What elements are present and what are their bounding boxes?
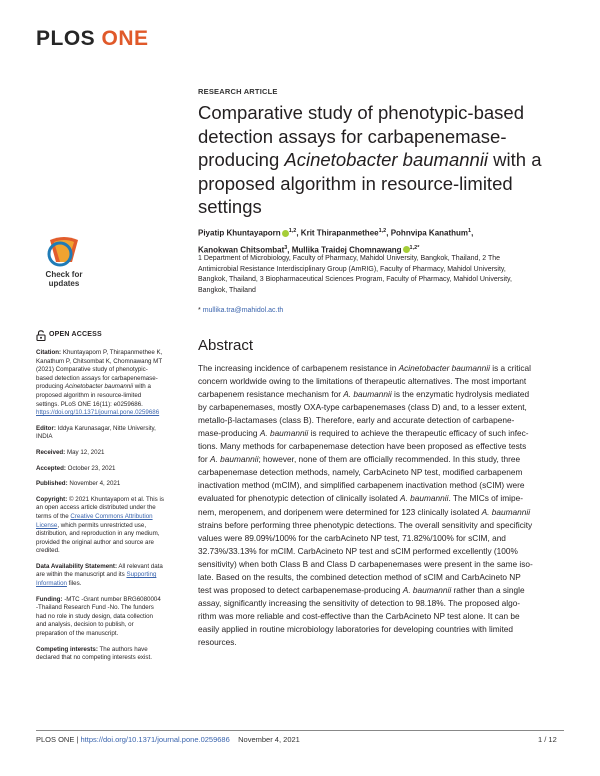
abstract-species: A. baumannii: [400, 493, 449, 504]
data-availability-text: files.: [66, 580, 82, 588]
abstract-text: rithm was more reliable and cost-effective than the CarbAcineto NP test alone. It can be: [198, 610, 520, 621]
abstract-species: Acinetobacter baumannii: [398, 363, 490, 373]
title-line: with a: [488, 149, 542, 170]
published-block: [36, 480, 164, 489]
license-link[interactable]: Creative Commons Attribution License: [36, 512, 153, 529]
data-availability-text: All relevant data are within the manuscript and its: [36, 562, 163, 579]
affiliations: [198, 254, 566, 296]
badge-line2: updates: [48, 279, 80, 288]
footer-doi-link[interactable]: https://doi.org/10.1371/journal.pone.0259686: [80, 735, 230, 744]
abstract-text: nem, meropenem, and doripenem were determined for 123 clinically isolated: [198, 506, 482, 517]
abstract-text: easily applied in routine microbiology laboratories for developing countries with limited: [198, 623, 513, 634]
affiliation-line: Bangkok, Thailand, 3 Biopharmaceutical Sciences Program, Faculty of Pharmacy, Mahidol University,: [198, 276, 512, 284]
abstract-text: by carbapenemases, mostly OXA-type carbapenemases (class D) and, to a lesser extent,: [198, 402, 527, 413]
abstract-text: test was proposed to detect carbapenemase-producing: [198, 584, 403, 595]
title-line: producing: [198, 149, 285, 170]
abstract-text: The increasing incidence of carbapenem resistance in: [198, 363, 399, 373]
funding-block: [36, 596, 164, 639]
abstract-text: for: [198, 454, 210, 465]
abstract-text: late. Based on the results, the combined detection method of sCIM and CarbAcineto NP: [198, 571, 521, 582]
data-availability-label: Data Availability Statement:: [36, 562, 118, 570]
affiliation-line: Antimicrobial Resistance Interdisciplinary Group (AmRIG), Faculty of Pharmacy, Mahidol University,: [198, 265, 506, 273]
supporting-info-link[interactable]: Supporting Information: [36, 571, 157, 588]
abstract-text: carbapenem resistance mechanism for: [198, 389, 344, 400]
abstract-text: resources.: [198, 636, 237, 647]
corresponding-star: *: [198, 307, 201, 314]
copyright-text: , which permits unrestricted use, distribution, and reproduction in any medium, provided the original author and source are credited.: [36, 521, 160, 555]
title-line: proposed algorithm in resource-limited: [198, 172, 513, 194]
abstract-species: A. baumannii: [402, 584, 452, 595]
abstract-text: concern worldwide owing to the limitations of therapeutic alternatives. The most important: [198, 376, 527, 387]
competing-interests-label: Competing interests:: [36, 645, 98, 653]
footer-date: November 4, 2021: [238, 735, 300, 744]
footer-divider: [36, 730, 564, 731]
accepted-block: [36, 465, 164, 474]
author-affil-sup: 1: [468, 228, 472, 234]
editor-text: Iddya Karunasagar, Nitte University, INDIA: [36, 424, 156, 441]
abstract-species: A. baumannii: [259, 428, 309, 439]
title-line: Comparative study of phenotypic-based: [198, 102, 524, 123]
published-label: Published:: [36, 480, 68, 488]
editor-label: Editor:: [36, 424, 56, 432]
funding-text: -MTC -Grant number BRG6080004 -Thailand Research Fund -No. The funders had no role in study design, data collection and analysis, decision to publish, or preparation of the manuscript.: [36, 595, 161, 638]
abstract-heading: Abstract: [198, 337, 254, 354]
abstract-text: strains before performing three phenotypic detections. The overall sensitivity and specificity: [198, 519, 533, 530]
abstract-text: . The MICs of imipe-: [448, 493, 523, 504]
abstract-text: carbapenemase detection methods, namely, CarbAcineto NP test, modified carbapenem: [198, 467, 523, 478]
accepted-label: Accepted:: [36, 464, 66, 472]
abstract-text: tions. Many methods for carbapenemase detection have been proposed as effective tests: [198, 441, 527, 452]
author-list: Piyatip Khuntayaporn $^{1,2}$, Krit Thirapanmethee$^{1,2}$, Pohnvipa Kanathum$^1$, Kanokwan Chitsombat$^3$, Mullika Traidej Chomnawang $^{1,2*}$: [198, 228, 474, 255]
abstract-species: A. baumannii: [481, 506, 531, 517]
article-title: [198, 101, 568, 219]
affiliation-line: Bangkok, Thailand: [198, 286, 256, 294]
author-name[interactable]: Kanokwan Chitsombat: [198, 245, 285, 255]
orcid-icon[interactable]: [403, 246, 410, 253]
open-access-label: OPEN ACCESS: [49, 331, 102, 339]
author-affil-sup: 1,2: [409, 244, 418, 251]
footer-journal: PLOS ONE: [36, 735, 75, 744]
citation-label: Citation:: [36, 349, 62, 356]
logo-one: ONE: [101, 27, 149, 50]
page-number: 1 / 12: [538, 735, 557, 744]
abstract-body: [198, 362, 570, 649]
author-affil-sup: 1,2: [378, 228, 387, 234]
abstract-text: is a critical: [489, 363, 531, 373]
author-affil-sup: 1,2: [288, 228, 297, 234]
published-date: November 4, 2021: [67, 480, 121, 488]
abstract-text: is required to achieve the therapeutic efficacy of such infec-: [308, 428, 529, 439]
abstract-text: evaluated for phenotypic detection of clinically isolated: [198, 493, 401, 504]
orcid-icon[interactable]: [282, 230, 289, 237]
logo-plos: PLOS: [36, 27, 96, 50]
title-line: settings: [198, 196, 262, 217]
page-footer: [36, 735, 300, 744]
check-for-updates-badge[interactable]: [36, 232, 92, 288]
received-label: Received:: [36, 448, 66, 456]
received-date: May 12, 2021: [65, 448, 105, 456]
copyright-text: © 2021 Khuntayaporn et al. This is an open access article distributed under the terms of the: [36, 495, 164, 520]
author-name[interactable]: Pohnvipa Kanathum: [390, 228, 469, 238]
copyright-label: Copyright:: [36, 495, 68, 503]
citation-text: Khuntayaporn P, Thirapanmethee K, Kanathum P, Chitsombat K, Chomnawang MT (2021) Comparative study of phenotypic-based detection assays for carbapenemase-producing: [36, 349, 163, 391]
abstract-species: A. baumannii: [210, 454, 259, 465]
citation-species: Acinetobacter baumannii: [64, 383, 134, 391]
abstract-text: sensitivity) when both Class B and Class D carbapenemases were present in the same iso-: [198, 558, 533, 569]
author-name[interactable]: Mullika Traidej Chomnawang: [291, 245, 402, 255]
abstract-text: ; however, none of them are officially recommended. In this study, three: [258, 454, 521, 465]
citation-text: with a proposed algorithm in resource-limited settings. PLoS ONE 16(11): e0259686.: [36, 383, 151, 408]
abstract-species: A. baumannii: [343, 389, 392, 400]
author-affil-sup: 3: [284, 244, 288, 251]
accepted-date: October 23, 2021: [65, 464, 116, 472]
footer-separator: |: [74, 735, 81, 744]
check-for-updates-icon: [36, 232, 92, 288]
abstract-text: is the enzymatic hydrolysis mediated: [391, 389, 530, 400]
abstract-text: 32.73%/33.13% for mCIM. CarbAcineto NP test and sCIM performed excellently (100%: [198, 545, 518, 556]
abstract-text: inactivation method (mCIM), and simplified carbapenem inactivation method (sCIM) were: [198, 480, 525, 491]
funding-label: Funding:: [36, 595, 63, 603]
author-name[interactable]: Krit Thirapanmethee: [300, 228, 379, 238]
open-lock-icon: [36, 330, 46, 341]
editor-block: [36, 425, 164, 442]
article-info-sidebar: [36, 330, 164, 670]
corresponding-author: [198, 307, 283, 314]
open-access-row: [36, 330, 164, 341]
abstract-text: metallo-β-lactamases (class B). Therefore, early and accurate detection of carbapene-: [198, 415, 515, 426]
abstract-text: rather than a single: [451, 584, 525, 595]
abstract-text: mase-producing: [198, 428, 260, 439]
badge-line1: Check for: [45, 270, 83, 279]
author-name[interactable]: Piyatip Khuntayaporn: [198, 228, 281, 238]
received-block: [36, 449, 164, 458]
competing-interests-text: The authors have declared that no competing interests exist.: [36, 645, 152, 662]
article-type: RESEARCH ARTICLE: [198, 87, 278, 96]
journal-logo: [36, 27, 149, 51]
title-species: Acinetobacter baumannii: [284, 149, 489, 170]
citation-doi-link[interactable]: https://doi.org/10.1371/journal.pone.0259686: [36, 409, 160, 417]
competing-interests-block: [36, 646, 164, 663]
affiliation-line: 1 Department of Microbiology, Faculty of Pharmacy, Mahidol University, Bangkok, Thailand, 2 The: [198, 255, 501, 262]
abstract-text: values were 89.09%/100% for the carbAcineto NP test, 71.82%/100% for sCIM, and: [198, 532, 506, 543]
citation-block: [36, 349, 164, 418]
email-link[interactable]: mullika.tra@mahidol.ac.th: [202, 307, 284, 314]
data-availability-block: [36, 563, 164, 589]
corresponding-star: *: [417, 244, 420, 251]
copyright-block: [36, 496, 164, 556]
title-line: detection assays for carbapenemase-: [198, 125, 507, 147]
abstract-text: assay, significantly increasing the sensitivity of detection to 98.18%. The proposed algo-: [198, 597, 521, 608]
